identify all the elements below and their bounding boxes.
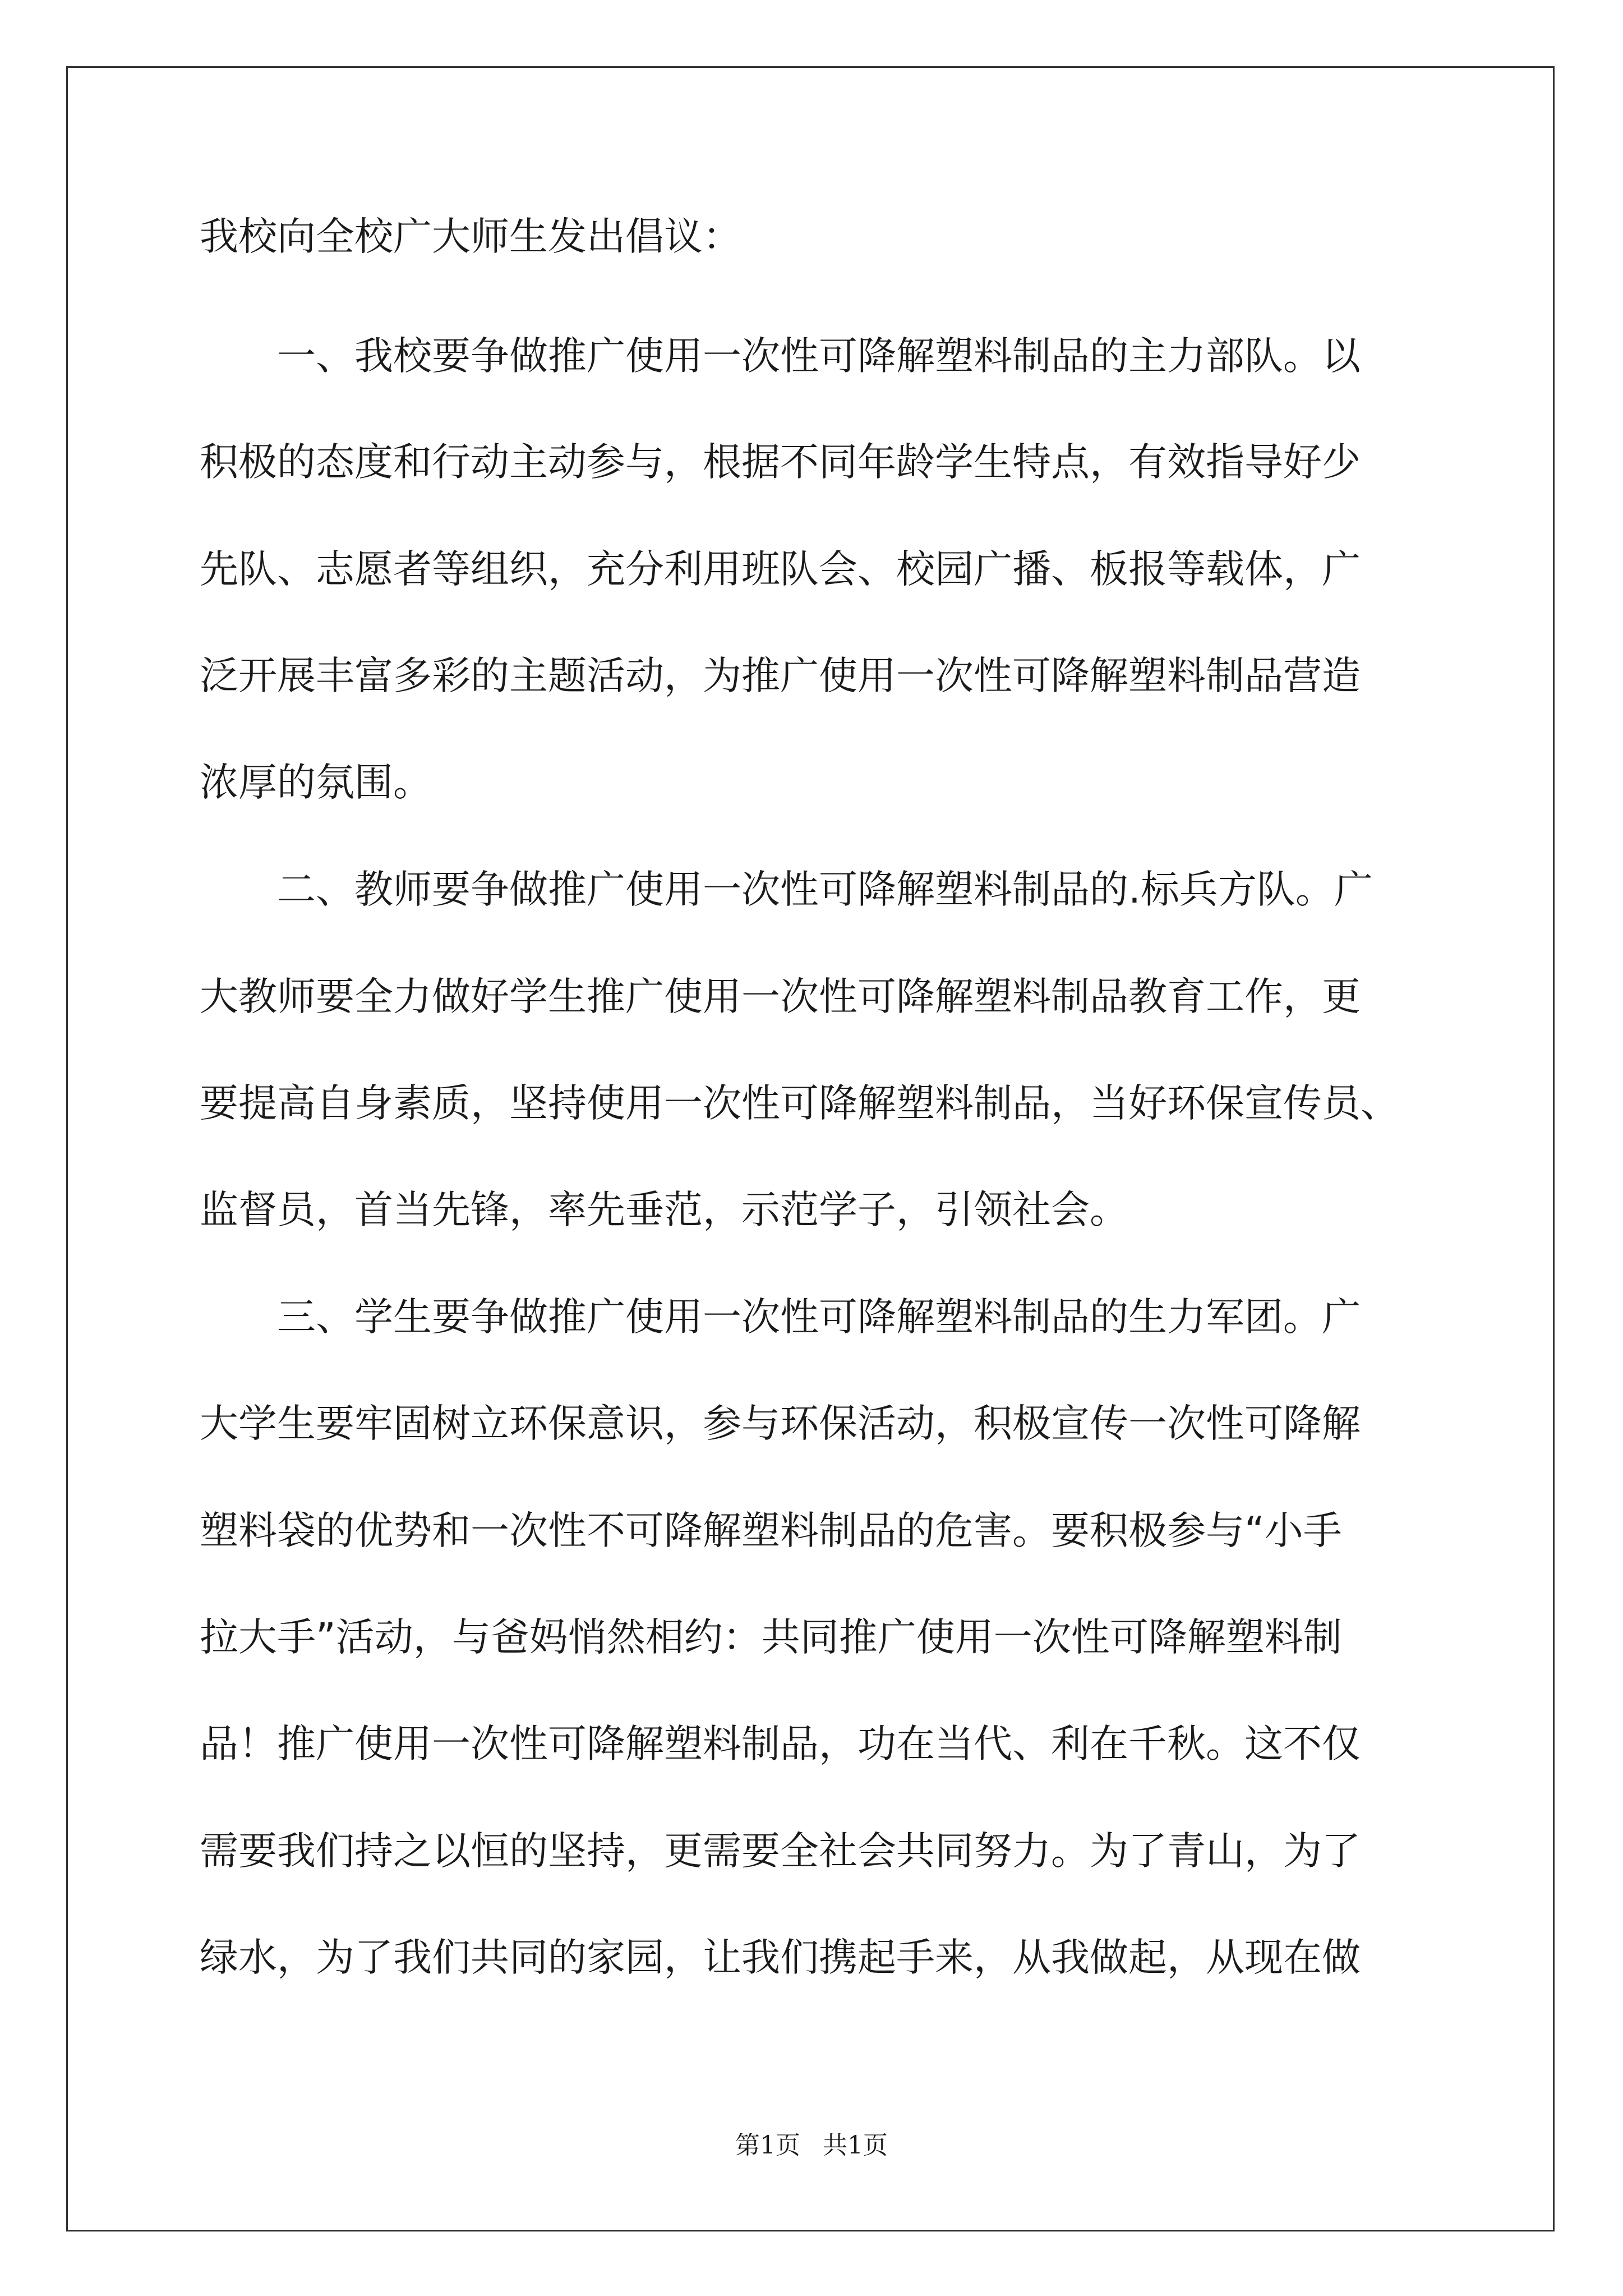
text-line: 大教师要全力做好学生推广使用一次性可降解塑料制品教育工作，更 <box>200 974 1361 1019</box>
text-line: 绿水，为了我们共同的家园，让我们携起手来，从我做起，从现在做 <box>200 1935 1361 1980</box>
text-line: 塑料袋的优势和一次性不可降解塑料制品的危害。要积极参与“小手 <box>200 1508 1342 1553</box>
page-number-current: 第1页 <box>735 2131 800 2160</box>
text-line: 拉大手”活动，与爸妈悄然相约：共同推广使用一次性可降解塑料制 <box>200 1615 1342 1660</box>
text-line: 积极的态度和行动主动参与，根据不同年龄学生特点，有效指导好少 <box>200 440 1361 485</box>
text-line: 大学生要牢固树立环保意识，参与环保活动，积极宣传一次性可降解 <box>200 1401 1361 1446</box>
text-line: 监督员，首当先锋，率先垂范，示范学子，引领社会。 <box>200 1188 1128 1232</box>
text-line: 要提高自身素质，坚持使用一次性可降解塑料制品，当好环保宣传员、 <box>200 1081 1399 1126</box>
text-line: 品！推广使用一次性可降解塑料制品，功在当代、利在千秋。这不仅 <box>200 1722 1361 1766</box>
text-line: 一、我校要争做推广使用一次性可降解塑料制品的主力部队。以 <box>277 334 1361 379</box>
text-line: 需要我们持之以恒的坚持，更需要全社会共同努力。为了青山，为了 <box>200 1829 1361 1874</box>
text-line: 浓厚的氛围。 <box>200 760 432 805</box>
text-line: 二、教师要争做推广使用一次性可降解塑料制品的.标兵方队。广 <box>277 867 1373 912</box>
text-line: 我校向全校广大师生发出倡议： <box>200 214 741 259</box>
page-border <box>66 66 1555 2231</box>
page-footer <box>0 2129 1623 2162</box>
text-line: 三、学生要争做推广使用一次性可降解塑料制品的生力军团。广 <box>277 1295 1361 1340</box>
text-line: 泛开展丰富多彩的主题活动，为推广使用一次性可降解塑料制品营造 <box>200 654 1361 698</box>
text-line: 先队、志愿者等组织，充分利用班队会、校园广播、板报等载体，广 <box>200 547 1361 592</box>
page-number-total: 共1页 <box>823 2131 888 2160</box>
